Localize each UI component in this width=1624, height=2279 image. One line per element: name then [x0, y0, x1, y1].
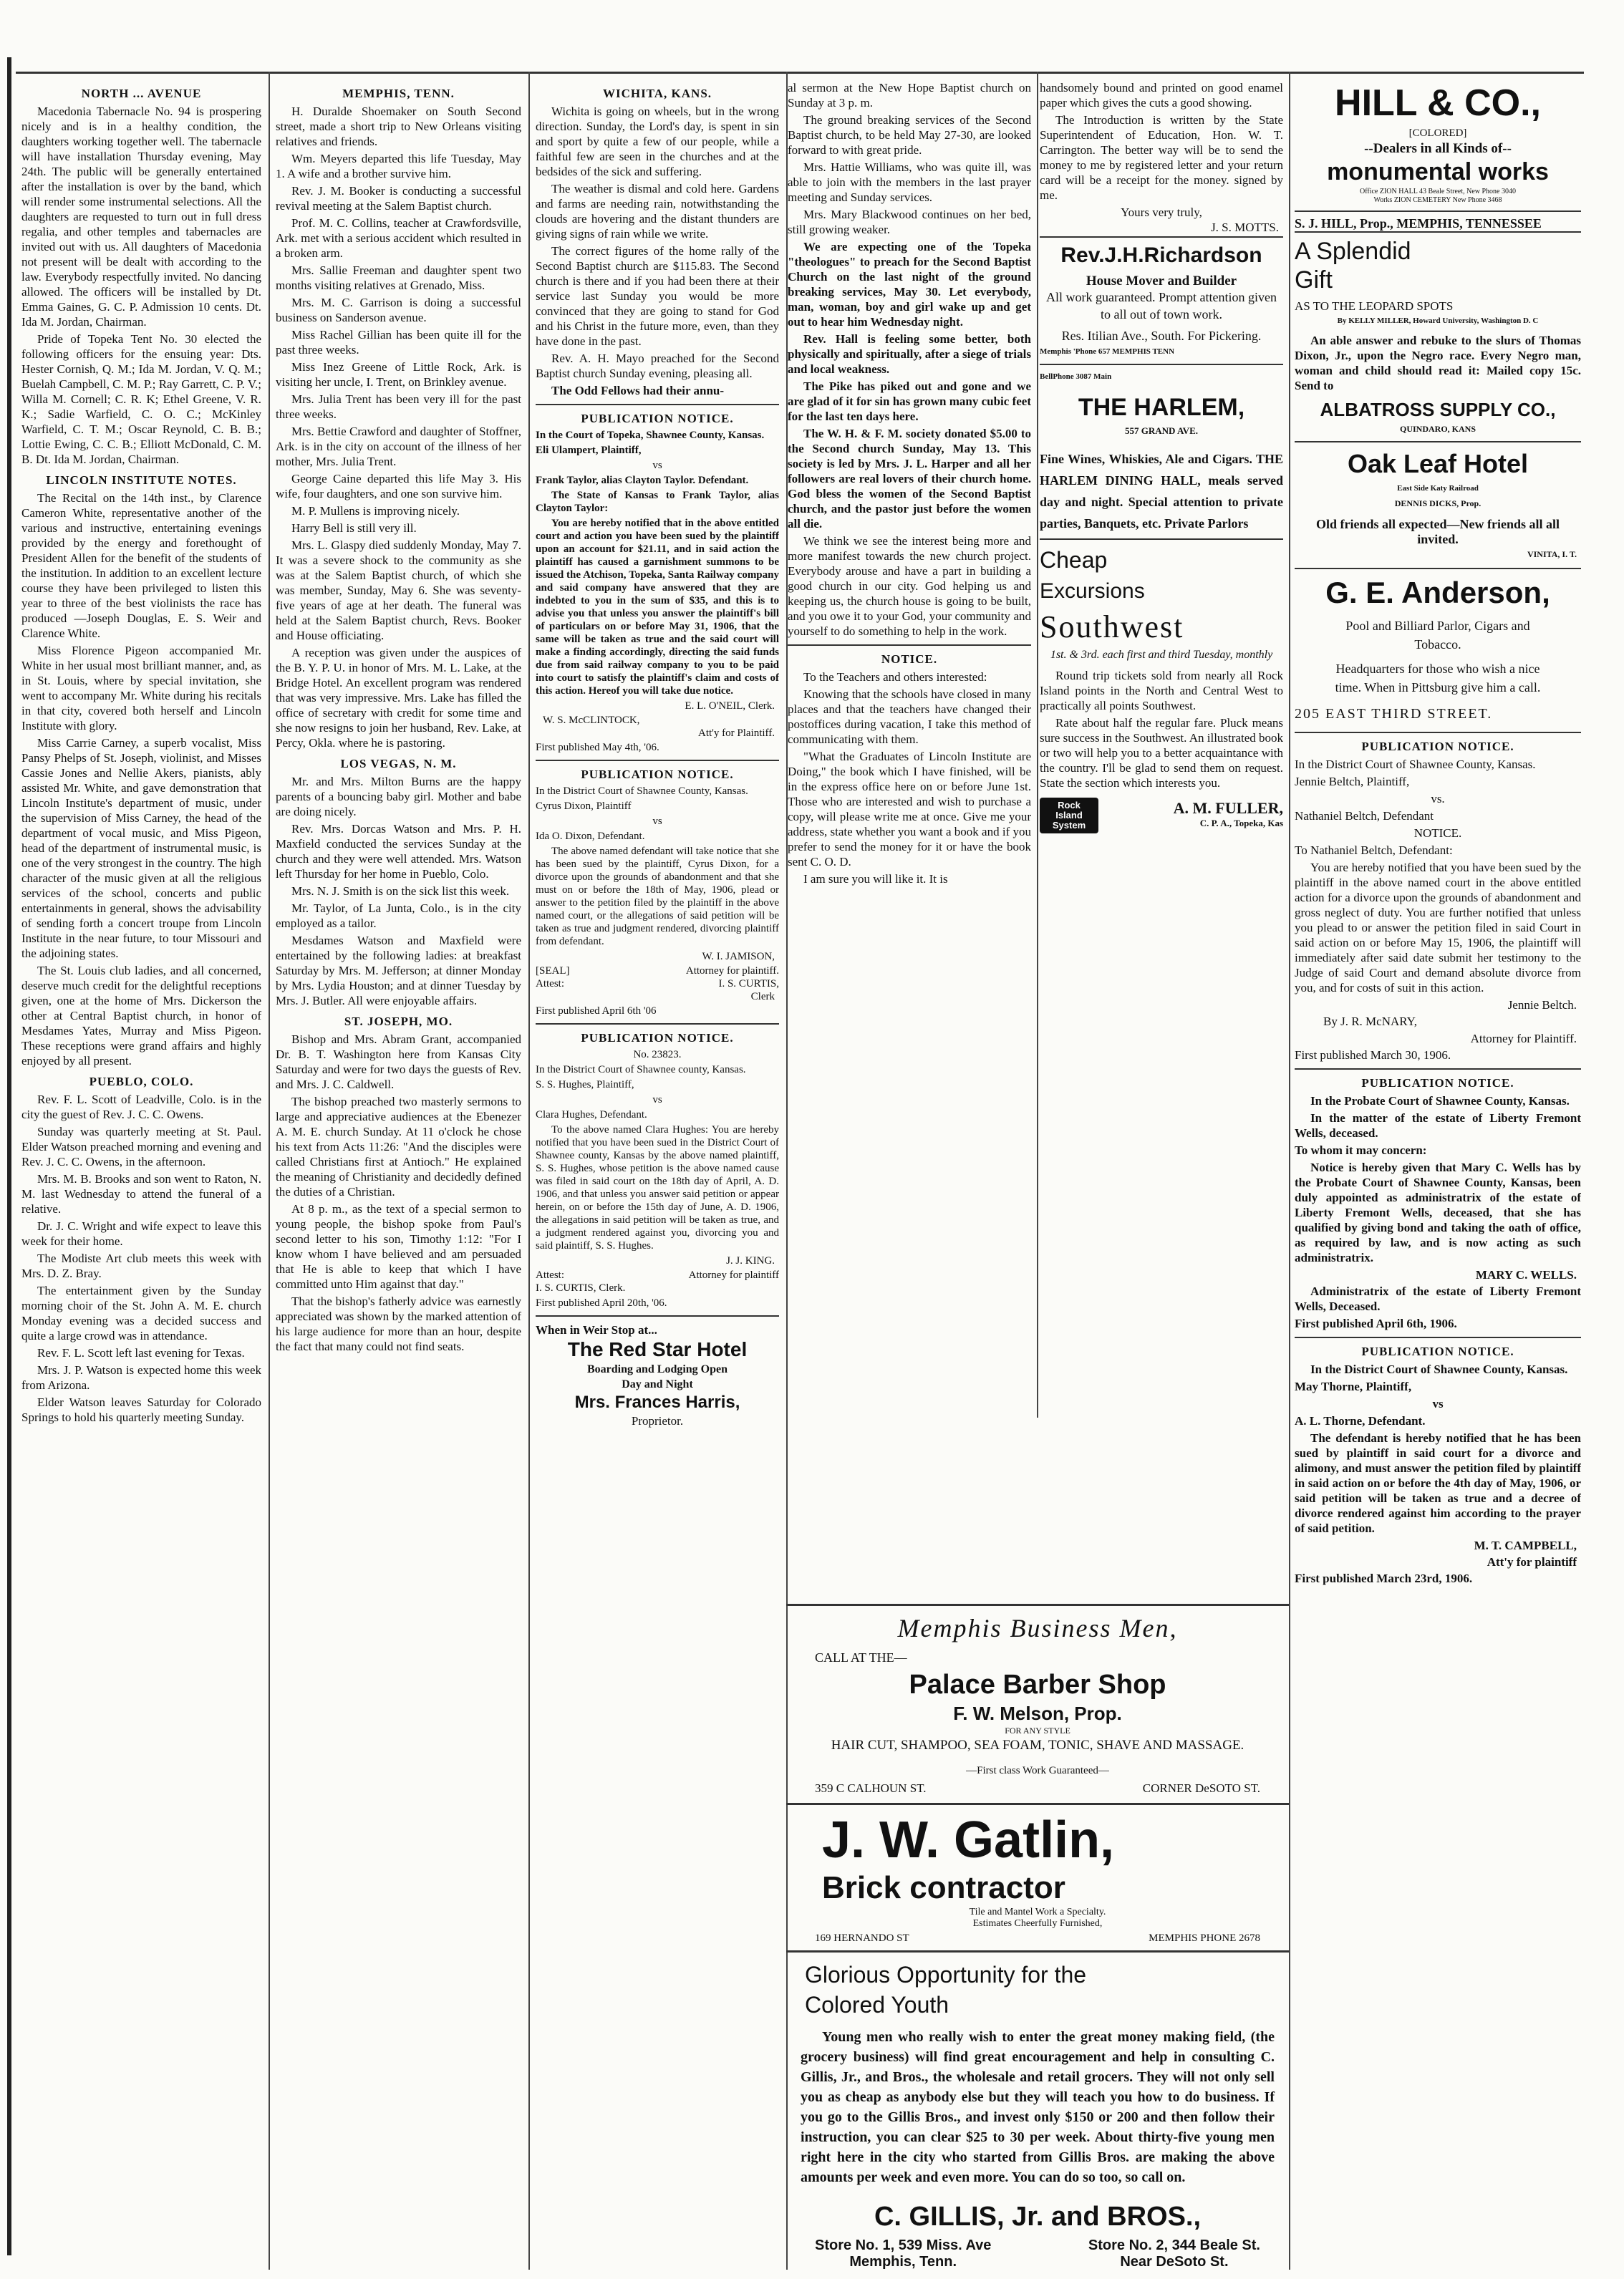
notice-line: Cyrus Dixon, Plaintiff: [536, 800, 632, 812]
notice-body: The above named defendant will take notice that she has been sued by the plaintiff, Cyrus Dixon, for a divorce upon the grounds of abandonment and that she must on or before the 18th of May, 1906, plead or answer to the petition filed by the plaintiff in the above named court, or the allegations of said petition will be taken as true and judgment rendered, divorcing plaintiff from defendant.: [536, 846, 779, 947]
article-paragraph: At 8 p. m., as the text of a special sermon to young people, the bishop spoke from Paul's second letter to his son, Timothy 1:12: "For I know whom I have believed and am persuaded that He is able to keep that which I have committed unto Him against that day.": [276, 1202, 521, 1291]
article-paragraph: The correct figures of the home rally of the Second Baptist church are $115.83. The Second church is there and if you had been there at their service last Sunday you would be more convinced that they are going to stand for God and his Christ in the future more, even, than they have done in the past.: [536, 244, 779, 348]
notice-line: vs: [1432, 1397, 1444, 1411]
article-paragraph: Mr. Taylor, of La Junta, Colo., is in the city employed as a tailor.: [276, 901, 521, 930]
ad-line: AS TO THE LEOPARD SPOTS: [1295, 299, 1454, 313]
divider: [536, 404, 779, 405]
notice-line: vs: [652, 460, 662, 471]
notice-line: In the District Court of Shawnee county, Kansas.: [536, 1064, 746, 1075]
published-date: First published March 30, 1906.: [1295, 1048, 1451, 1062]
signature: I. S. CURTIS,: [718, 978, 779, 989]
ad-title: Southwest: [1040, 609, 1184, 644]
divider: [536, 1315, 779, 1317]
divider: [788, 644, 1031, 646]
notice-line: vs: [652, 816, 662, 827]
divider: [1295, 732, 1581, 733]
section-heading: PUBLICATION NOTICE.: [1361, 740, 1514, 753]
column-3: [536, 80, 779, 2271]
ad-paragraph: Rate about half the regular fare. Pluck means sure success in the Southwest. An illustrated book or two will help you to a better acquaintance with the country. I'll be glad to send them on request. State the section which interests you.: [1040, 716, 1283, 790]
ad-title: A. M. FULLER,: [1173, 799, 1283, 817]
ad-paragraph: Young men who really wish to enter the great money making field, (the grocery business) will find great encouragement and help in consulting C. Gillis, Jr., and Bros., the wholesale and retail grocers. They will not only sell you as cheap as anybody else but they will teach you how to do business. If you go to the Gillis Bros., and invest only $150 or 200 and then follow their instruction, you can clear $25 to 30 per week. About thirty-five young men right here in the city who started from Gillis Bros. are making the above amounts per week and even more. You can do so too, so call on.: [801, 2029, 1275, 2185]
ad-line: VINITA, I. T.: [1527, 549, 1577, 559]
hill-ad: [1295, 80, 1581, 231]
ad-line: House Mover and Builder: [1086, 274, 1237, 289]
section-heading: LOS VEGAS, N. M.: [340, 757, 457, 770]
article-paragraph: Wm. Meyers departed this life Tuesday, May 1. A wife and a brother survive him.: [276, 152, 521, 180]
article-paragraph: Knowing that the schools have closed in many places and that the teachers have changed their postoffices during vacation, I take this method of communicating with them.: [788, 687, 1031, 746]
article-paragraph: Rev. A. H. Mayo preached for the Second Baptist church Sunday evening, pleasing all.: [536, 352, 779, 380]
ad-line: Headquarters for those who wish a nice time. When in Pittsburg give him a call.: [1335, 662, 1541, 695]
column-rule: [269, 72, 270, 2270]
ad-line: DENNIS DICKS, Prop.: [1394, 498, 1482, 508]
article-paragraph: Bishop and Mrs. Abram Grant, accompanied Dr. B. T. Washington here from Kansas City Saturday and were for two days the guests of Rev. and Mrs. J. C. Caldwell.: [276, 1032, 521, 1091]
ad-line: CALL AT THE—: [815, 1650, 907, 1665]
notice-body: The defendant is hereby notified that he has been sued by plaintiff in said court for a divorce and alimony, and must answer the petition filed by plaintiff in said action on or before the 4th day of May, 1906, or said petition will be taken as true and a decree of divorce rendered against him according to the prayer of said petition.: [1295, 1431, 1581, 1535]
signature: Attorney for Plaintiff.: [1470, 1032, 1577, 1045]
ad-title: Glorious Opportunity for the: [805, 1962, 1087, 1988]
signature: Yours very truly,: [1121, 205, 1202, 219]
ad-paragraph: An able answer and rebuke to the slurs of Thomas Dixon, Jr., upon the Negro race. Every Negro man, woman and child should read it: Mailed copy 15c. Send to: [1295, 334, 1581, 392]
article-paragraph: Mrs. Bettie Crawford and daughter of Stoffner, Ark. is in the city on account of the illness of her mother, Mrs. Julia Trent.: [276, 425, 521, 468]
ad-title: HILL & CO.,: [1335, 82, 1541, 124]
notice-line: Clara Hughes, Defendant.: [536, 1109, 647, 1121]
ad-line: FOR ANY STYLE: [1005, 1726, 1070, 1736]
article-paragraph: Rev. Hall is feeling some better, both physically and spiritually, after a siege of trials and local weakness.: [788, 332, 1031, 376]
ad-title: Oak Leaf Hotel: [1347, 449, 1529, 478]
notice-line: Nathaniel Beltch, Defendant: [1295, 809, 1434, 823]
section-heading: PUBLICATION NOTICE.: [1361, 1345, 1514, 1358]
ad-title: The Red Star Hotel: [567, 1338, 748, 1360]
notice-line: May Thorne, Plaintiff,: [1295, 1380, 1412, 1393]
article-paragraph: Miss Florence Pigeon accompanied Mr. White in her usual most brilliant manner, and, as in St. Louis, where by special invitation, she went to accompany Mr. White during his recitals in that city, covered both herself and Lincoln Institute with glory.: [21, 644, 261, 732]
divider: [1295, 1068, 1581, 1070]
anderson-ad: [1295, 568, 1581, 726]
seal-label: [SEAL]: [536, 965, 570, 977]
section-heading: PUBLICATION NOTICE.: [581, 1031, 734, 1045]
article-paragraph: Mrs. L. Glaspy died suddenly Monday, May 7. It was a severe shock to the community as she was at the Salem Baptist church, of which she was member, Sunday, May 6. She was seventy-five years of age at her death. The funeral was held at the Salem Baptist church, Revs. Booker and House officiating.: [276, 538, 521, 642]
notice-line: vs.: [1431, 792, 1445, 805]
article-paragraph: Dr. J. C. Wright and wife expect to leave this week for their home.: [21, 1219, 261, 1248]
article-paragraph: The entertainment given by the Sunday morning choir of the St. John A. M. E. church Monday evening was a decided success and quite a large crowd was in attendance.: [21, 1284, 261, 1342]
ad-line: All work guaranteed. Prompt attention given to all out of town work.: [1046, 290, 1277, 321]
article-paragraph: Mrs. Hattie Williams, who was quite ill, was able to join with the members in the last prayer meeting and Sunday services.: [788, 160, 1031, 204]
ad-title: Cheap: [1040, 547, 1108, 573]
section-heading: PUBLICATION NOTICE.: [1361, 1076, 1514, 1090]
section-heading: NORTH ... AVENUE: [81, 87, 202, 100]
ad-title: THE HARLEM,: [1078, 394, 1245, 421]
section-heading: WICHITA, KANS.: [602, 87, 712, 100]
signature: Attorney for plaintiff: [688, 1269, 779, 1281]
notice-line: A. L. Thorne, Defendant.: [1295, 1414, 1426, 1428]
notice-line: In the Court of Topeka, Shawnee County, Kansas.: [536, 430, 765, 441]
notice-line: Eli Ulampert, Plaintiff,: [536, 445, 642, 456]
notice-body: To the above named Clara Hughes: You are hereby notified that you have been sued in the District Court of Shawnee county, Kansas by the above named plaintiff, S. S. Hughes, whose petition is the above named cause was filed in said court on the 18th day of April, A. D. 1906, and that unless you answer said petition or appear herein, on or before the 15th day of June, A. D. 1906, the allegations in said petition will be taken as true, and a judgment rendered against you, divorcing you and said plaintiff, S. S. Hughes.: [536, 1124, 779, 1252]
notice-line: Jennie Beltch, Plaintiff,: [1295, 775, 1410, 788]
column-6: [1295, 80, 1581, 2271]
column-2: [276, 80, 521, 2271]
article-paragraph: H. Duralde Shoemaker on South Second street, made a short trip to New Orleans visiting relatives and friends.: [276, 105, 521, 148]
section-heading: PUBLICATION NOTICE.: [581, 412, 734, 425]
article-paragraph: The Pike has piked out and gone and we are glad of it for sin has grown many cubic feet for the last ten days here.: [788, 379, 1031, 423]
article-paragraph: The Recital on the 14th inst., by Clarence Cameron White, representative another of the various and instructive, entertaining evenings provided by the energy and forethought of President Allen for the benefit of the students of the institution. In addition to an excellent lecture course they have been privileged to listen this year to three of the best violinists the race has produced —Joseph Douglas, E. S. Weir and Clarence White.: [21, 491, 261, 640]
signature: E. L. O'NEIL, Clerk.: [685, 700, 775, 712]
divider: [536, 1023, 779, 1025]
ad-line: Old friends all expected—New friends all all invited.: [1316, 517, 1560, 546]
notice-line: To whom it may concern:: [1295, 1143, 1427, 1157]
column-4: [788, 80, 1031, 1376]
ad-line: C. P. A., Topeka, Kas: [1199, 818, 1283, 828]
ad-line: QUINDARO, KANS: [1399, 424, 1476, 434]
article-paragraph: Mrs. M. B. Brooks and son went to Raton, N. M. last Wednesday to attend the funeral of a relative.: [21, 1172, 261, 1216]
ad-line: --Dealers in all Kinds of--: [1364, 141, 1512, 156]
ad-line: Works ZION CEMETERY New Phone 3468: [1373, 196, 1502, 204]
section-heading: ST. JOSEPH, MO.: [344, 1015, 453, 1028]
ad-title: Palace Barber Shop: [909, 1670, 1166, 1700]
rock-island-logo: Rock Island System: [1040, 798, 1098, 833]
article-paragraph: I am sure you will like it. It is: [803, 872, 948, 886]
article-paragraph: Mrs. N. J. Smith is on the sick list this week.: [291, 884, 510, 898]
article-paragraph: A reception was given under the auspices of the B. Y. P. U. in honor of Mrs. M. L. Lake, at the Bridge Hotel. An excellent program was rendered that was very impressive. Mrs. Lake has filled the office of secretary with credit for some time and she now resigns to join her husband, Rev. Lake, at Percy, Okla. where he is pastoring.: [276, 646, 521, 750]
article-paragraph: Mrs. Sallie Freeman and daughter spent two months visiting relatives at Grenado, Miss.: [276, 263, 521, 292]
article-paragraph: Miss Rachel Gillian has been quite ill for the past three weeks.: [276, 328, 521, 357]
ad-title: C. GILLIS, Jr. and BROS.,: [874, 2202, 1202, 2232]
ad-line: East Side Katy Railroad: [1397, 484, 1479, 493]
signature: J. S. MOTTS.: [1211, 221, 1279, 234]
article-paragraph: Rev. F. L. Scott left last evening for Texas.: [37, 1346, 245, 1360]
ad-line: BellPhone 3087 Main: [1040, 372, 1112, 381]
ad-title: monumental works: [1327, 158, 1549, 185]
ad-line: Store No. 2, 344 Beale St.: [1088, 2237, 1260, 2253]
ad-line: Estimates Cheerfully Furnished,: [972, 1918, 1103, 1929]
article-paragraph: The weather is dismal and cold here. Gardens and farms are needing rain, notwithstanding the clouds are hovering and the distant thunders are giving signs of rain while we write.: [536, 182, 779, 241]
ad-line: Boarding and Lodging Open Day and Night: [586, 1363, 728, 1390]
banner-title: Memphis Business Men,: [897, 1614, 1178, 1642]
ad-line: Store No. 1, 539 Miss. Ave: [815, 2237, 992, 2253]
article-paragraph: The ground breaking services of the Second Baptist church, to be held May 27-30, are looked forward to with great pride.: [788, 113, 1031, 157]
article-paragraph: To the Teachers and others interested:: [803, 670, 987, 684]
ad-paragraph: Round trip tickets sold from nearly all Rock Island points in the North and Central West to practically all points Southwest.: [1040, 669, 1283, 712]
signature: By J. R. McNARY,: [1323, 1015, 1417, 1028]
divider: [1295, 1337, 1581, 1338]
article-paragraph: The W. H. & F. M. society donated $5.00 to the Second church Sunday, May 13. This society is led by Mrs. J. L. Harper and all her followers are real lovers of their church home. God bless the women of the Second Baptist church, and the pastor just before the women all die.: [788, 427, 1031, 531]
notice-line: Frank Taylor, alias Clayton Taylor. Defendant.: [536, 475, 749, 486]
notice-line: The State of Kansas to Frank Taylor, alias Clayton Taylor:: [536, 490, 779, 514]
ad-line: 205 EAST THIRD STREET.: [1295, 706, 1493, 722]
article-paragraph: Miss Carrie Carney, a superb vocalist, Miss Pansy Phelps of St. Joseph, violinist, and Misses Cassie Jones and Nellie Akers, pianists, ably assisted Mr. White, and gave demonstration that Lincoln Institute's department of music, under the supervision of Miss Carney, the head of the department of vocal music, and Miss Pigeon, head of the department of instrumental music, is one of the very strongest in the country. The high character of the music given at all the religious services of the school, concerts and public entertainments in general, shows the advisability of sending forth a concert troupe from Lincoln Institute in the near future, to tour Missouri and the adjoining states.: [21, 736, 261, 960]
article-paragraph: "What the Graduates of Lincoln Institute are Doing," the book which I have finished, will be in the express office here on or before June 1st. Those who are interested and wish to purchase a copy, will please write me at once. Give me your address, state whether you want a book and if you prefer to send the money for it or have the book sent C. O. D.: [788, 750, 1031, 868]
article-paragraph: The Introduction is written by the State Superintendent of Education, Hon. W. T. Carrington. The better way will be to send the money to me by registered letter and your return card will be a receipt for the money. signed by me.: [1040, 113, 1283, 202]
rock-island-ad: [1040, 538, 1283, 838]
divider: [536, 760, 779, 761]
ad-title: A Splendid: [1295, 238, 1411, 265]
ad-line: Pool and Billiard Parlor, Cigars and Tobacco.: [1345, 619, 1530, 652]
top-rule: [16, 72, 1584, 74]
signature: Att'y for plaintiff: [1487, 1555, 1577, 1569]
ad-line: 359 C CALHOUN ST.: [815, 1781, 927, 1795]
notice-body: Notice is hereby given that Mary C. Wells has by the Probate Court of Shawnee County, Kansas, been duly appointed as administratrix of the estate of Liberty Fremont Wells, deceased, that she has qualified by giving bond and taking the oath of office, as required by law, and is now acting as such administratrix.: [1295, 1161, 1581, 1264]
article-paragraph: We think we see the interest being more and more manifest towards the new church project. Everybody arouse and have a part in building a good church in our city. God helping us and keeping us, the church house is going to be built, and you owe it to your God, your community and yourself to do something to help in the work.: [788, 534, 1031, 638]
ad-title: ALBATROSS SUPPLY CO.,: [1320, 399, 1556, 420]
article-paragraph: al sermon at the New Hope Baptist church on Sunday at 3 p. m.: [788, 81, 1031, 110]
notice-line: In the matter of the estate of Liberty Fremont Wells, deceased.: [1295, 1111, 1581, 1140]
published-date: First published March 23rd, 1906.: [1295, 1572, 1473, 1585]
column-rule: [1289, 72, 1290, 2270]
article-paragraph: The bishop preached two masterly sermons to large and appreciative audiences at the Ebenezer A. M. E. church Sunday. At 11 o'clock he chose his text from Acts 11:26: "And the disciples were called Christians first at Antioch." He explained the meaning of Christianity and decidedly defined the duties of a Christian.: [276, 1095, 521, 1199]
attest-label: Attest:: [536, 1269, 564, 1281]
notice-line: In the District Court of Shawnee County, Kansas.: [1295, 758, 1536, 771]
ad-line: CORNER DeSOTO ST.: [1142, 1781, 1260, 1795]
published-date: First published May 4th, '06.: [536, 742, 659, 753]
notice-body: You are hereby notified that in the above entitled court and action you have been sued by the plaintiff upon an account for $21.11, and in said action the plaintiff has caused a garnishment summons to be issued the Atchison, Topeka, Santa Railway company and said company have answered that they are indebted to you in the sum of $35, and this is to advise you that unless you answer the plaintiff's bill of particulars on or before May 31, 1906, that the same will be taken as true and the said court will make a finding accordingly, directing the said funds due from said railway company to you to be paid into court to satisfy the plaintiff's claim and costs of this action. Hereof you will take due notice.: [536, 518, 779, 697]
article-paragraph: Mrs. J. P. Watson is expected home this week from Arizona.: [21, 1363, 261, 1392]
ad-line: 1st. & 3rd. each first and third Tuesday, monthly: [1050, 649, 1273, 661]
signature: W. I. JAMISON,: [702, 951, 775, 962]
ad-line: Proprietor.: [631, 1414, 684, 1428]
ad-title: Colored Youth: [805, 1992, 949, 2018]
notice-line: To Nathaniel Beltch, Defendant:: [1295, 843, 1453, 857]
signature: Clerk: [750, 991, 775, 1002]
article-paragraph: M. P. Mullens is improving nicely.: [291, 504, 460, 518]
ad-line: Memphis, Tenn.: [849, 2254, 957, 2270]
article-paragraph: Wichita is going on wheels, but in the wrong direction. Sunday, the Lord's day, is spent in sin and sport by quite a few of our people, while a faithful few are seen in the churches and at the bedsides of the sick and suffering.: [536, 105, 779, 178]
article-paragraph: The Odd Fellows had their annu-: [551, 384, 725, 397]
article-paragraph: Sunday was quarterly meeting at St. Paul. Elder Watson preached morning and evening and Rev. J. C. C. Owens, in the afternoon.: [21, 1125, 261, 1168]
article-paragraph: Rev. J. M. Booker is conducting a successful revival meeting at the Salem Baptist church.: [276, 184, 521, 213]
section-heading: LINCOLN INSTITUTE NOTES.: [46, 473, 237, 487]
notice-line: S. S. Hughes, Plaintiff,: [536, 1079, 634, 1090]
article-paragraph: Rev. F. L. Scott of Leadville, Colo. is in the city the guest of Rev. J. C. C. Owens.: [21, 1093, 261, 1121]
article-paragraph: handsomely bound and printed on good enamel paper which gives the cuts a good showing.: [1040, 81, 1283, 110]
published-date: First published April 6th, 1906.: [1295, 1317, 1457, 1330]
ad-line: Fine Wines, Whiskies, Ale and Cigars. THE HARLEM DINING HALL, meals served day and night. Special attention to private parties, Banquets, etc. Private Parlors: [1040, 452, 1283, 531]
signature: W. S. McCLINTOCK,: [543, 715, 640, 726]
article-paragraph: The St. Louis club ladies, and all concerned, deserve much credit for the delightful receptions given, one at the home of Mrs. Dickerson the other at Central Baptist church, in honor of Mesdames Yates, Murray and Miss Pigeon. These receptions were grand affairs and highly enjoyed by all present.: [21, 964, 261, 1068]
notice-line: Ida O. Dixon, Defendant.: [536, 831, 645, 842]
notice-line: In the Probate Court of Shawnee County, Kansas.: [1310, 1094, 1570, 1108]
article-paragraph: Mrs. Julia Trent has been very ill for the past three weeks.: [276, 392, 521, 421]
section-heading: PUBLICATION NOTICE.: [581, 768, 734, 781]
section-heading: MEMPHIS, TENN.: [342, 87, 455, 100]
article-paragraph: Macedonia Tabernacle No. 94 is prospering nicely and is in a healthy condition, the daughters working together well. The tabernacle will have installation Thursday evening, May 24th. The public will be generally entertained after the installation is over by the band, which will render some instrumental selections. All the daughters are requested to turn out in full dress regalia, and other temples and tabernacles are invited out with us. All daughters of Macedonia not present will be dealt with according to the law. Everybody respectfully invited. No dancing allowed. The officers will be installed by Dt. Emma Gaines, G. C. P. Admission 10 cents. Dt. Ida M. Jordan, Chairman.: [21, 105, 261, 329]
notice-line: In the District Court of Shawnee County, Kansas.: [1310, 1363, 1568, 1376]
ad-line: MEMPHIS PHONE 2678: [1149, 1932, 1260, 1944]
signature: I. S. CURTIS, Clerk.: [536, 1282, 626, 1294]
attest-label: Attest:: [536, 978, 564, 989]
signature: Attorney for plaintiff.: [685, 965, 779, 977]
ad-line: Memphis 'Phone 657 MEMPHIS TENN: [1040, 347, 1175, 356]
article-paragraph: Mrs. Mary Blackwood continues on her bed, still growing weaker.: [788, 208, 1031, 236]
ad-title: G. E. Anderson,: [1325, 576, 1550, 609]
article-paragraph: The Modiste Art club meets this week with Mrs. D. Z. Bray.: [21, 1252, 261, 1280]
article-paragraph: Mesdames Watson and Maxfield were entertained by the following ladies: at breakfast Saturday by Mrs. M. Jefferson; at dinner Monday by Mrs. Lydia Houston; and at dinner Tuesday by Mrs. J. Butler. All were enjoyable affairs.: [276, 934, 521, 1007]
signature: Administratrix of the estate of Liberty Fremont Wells, Deceased.: [1295, 1284, 1581, 1313]
column-1: [21, 80, 261, 2271]
ad-line: S. J. HILL, Prop., MEMPHIS, TENNESSEE: [1295, 211, 1581, 231]
column-rule: [528, 72, 530, 2270]
ad-line: [COLORED]: [1408, 127, 1467, 139]
ad-line: Office ZION HALL 43 Beale Street, New Phone 3040: [1360, 188, 1516, 195]
ad-title: Mrs. Frances Harris,: [574, 1393, 740, 1412]
ad-title: F. W. Melson, Prop.: [953, 1703, 1122, 1724]
article-paragraph: Prof. M. C. Collins, teacher at Crawfordsville, Ark. met with a serious accident which resulted in a broken arm.: [276, 216, 521, 260]
article-paragraph: Mr. and Mrs. Milton Burns are the happy parents of a bouncing baby girl. Mother and babe are doing nicely.: [276, 775, 521, 818]
richardson-ad: [1040, 236, 1283, 364]
section-heading: PUEBLO, COLO.: [89, 1075, 194, 1088]
red-star-ad: [536, 1322, 779, 1428]
ad-line: Tile and Mantel Work a Specialty.: [969, 1907, 1106, 1917]
memphis-business-block: [786, 1604, 1289, 2273]
signature: Jennie Beltch.: [1507, 998, 1577, 1012]
column-5: [1040, 80, 1283, 1390]
ad-line: —First class Work Guaranteed—: [966, 1765, 1109, 1776]
section-heading: NOTICE.: [881, 652, 938, 666]
ad-line: HAIR CUT, SHAMPOO, SEA FOAM, TONIC, SHAVE AND MASSAGE.: [831, 1738, 1244, 1753]
article-paragraph: That the bishop's fatherly advice was earnestly appreciated was shown by the marked attention of his large audience for more than an hour, despite the fact that many could not find seats.: [276, 1295, 521, 1353]
ad-title: Gift: [1295, 266, 1333, 294]
ad-line: 169 HERNANDO ST: [815, 1932, 909, 1944]
binding-edge: [7, 57, 11, 2255]
article-paragraph: Miss Inez Greene of Little Rock, Ark. is visiting her uncle, I. Trent, on Brinkley avenue.: [276, 360, 521, 389]
notice-line: NOTICE.: [1413, 826, 1462, 840]
article-paragraph: Mrs. M. C. Garrison is doing a successful business on Sanderson avenue.: [276, 296, 521, 324]
notice-line: vs: [652, 1094, 662, 1105]
harlem-ad: [1040, 364, 1283, 538]
gift-ad: [1295, 231, 1581, 441]
ad-line: 557 GRAND AVE.: [1125, 425, 1198, 436]
article-paragraph: Rev. Mrs. Dorcas Watson and Mrs. P. H. Maxfield conducted the services Sunday at the church and they were well attended. Mrs. Watson left Thursday for her home in Pueblo, Colo.: [276, 822, 521, 881]
article-paragraph: Pride of Topeka Tent No. 30 elected the following officers for the ensuing year: Dts. Hester Cornish, Q. M.; Ida M. Jordan, V. Q. M.; Buelah Campbell, C. M. P.; Ray Garrett, C. P. V.; Willa M. Cornell; C. R. K; Ethel Greene, V. R. K.; Sadie Warfield, C. O. C.; McKinley Warfield, C. T. M.; Oscar Reynold, C. B. B.; Lottie Ewing, C. C. B.; Elliott McDonald, C. M. B. Dt. Ida M. Jordan, Chairman.: [21, 332, 261, 466]
article-paragraph: Harry Bell is still very ill.: [291, 521, 417, 535]
ad-title: Rev.J.H.Richardson: [1060, 243, 1262, 267]
ad-line: When in Weir Stop at...: [536, 1323, 657, 1337]
signature: MARY C. WELLS.: [1475, 1268, 1577, 1282]
ad-line: By KELLY MILLER, Howard University, Washington D. C: [1337, 316, 1539, 325]
ad-line: Near DeSoto St.: [1120, 2254, 1229, 2270]
signature: Att'y for Plaintiff.: [698, 727, 775, 739]
article-paragraph: We are expecting one of the Topeka "theologues" to preach for the Second Baptist Church on the last night of the ground breaking services, May 30. Let everybody, man, woman, boy and girl wake up and get out to hear him Wednesday night.: [788, 240, 1031, 329]
ad-title: Brick contractor: [822, 1870, 1065, 1905]
published-date: First published April 6th '06: [536, 1005, 657, 1017]
ad-line: Res. Itilian Ave., South. For Pickering.: [1061, 329, 1262, 343]
column-rule: [1037, 72, 1038, 1418]
article-paragraph: George Caine departed this life May 3. His wife, four daughters, and one son survive him.: [276, 472, 521, 500]
signature: J. J. KING.: [726, 1255, 775, 1267]
oak-leaf-ad: [1295, 441, 1581, 568]
published-date: First published April 20th, '06.: [536, 1297, 667, 1309]
signature: M. T. CAMPBELL,: [1474, 1539, 1577, 1552]
case-number: No. 23823.: [633, 1049, 682, 1060]
ad-title: Excursions: [1040, 579, 1145, 603]
article-paragraph: Elder Watson leaves Saturday for Colorado Springs to hold his quarterly meeting Sunday.: [21, 1395, 261, 1424]
notice-line: In the District Court of Shawnee County, Kansas.: [536, 785, 748, 797]
ad-title: J. W. Gatlin,: [822, 1811, 1115, 1869]
notice-body: You are hereby notified that you have been sued by the plaintiff in the above named court in the above entitled action for a divorce upon the grounds of abandonment and gross neglect of duty. You are further notified that unless you plead to or answer the petition filed in said Court in said action on or before May 15, 1906, the plaintiff will immediately after said date submit her testimony to the Judge of said Court and demand absolute divorce from you, and for costs of suit in this action.: [1295, 861, 1581, 995]
